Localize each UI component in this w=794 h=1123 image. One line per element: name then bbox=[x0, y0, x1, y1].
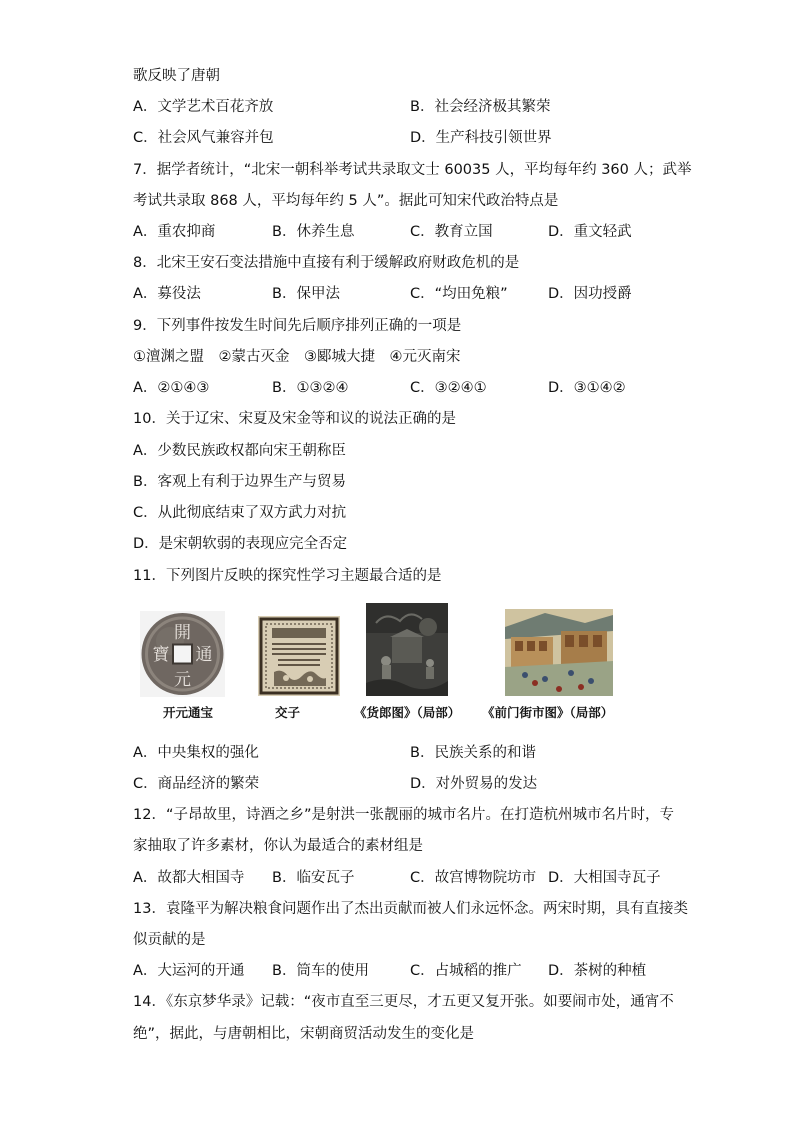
q8-option-a: A．募役法 bbox=[133, 286, 201, 302]
coin-char-top: 開 bbox=[174, 623, 191, 643]
q6-option-a: A．文学艺术百花齐放 bbox=[133, 99, 274, 115]
q12-option-a: A．故都大相国寺 bbox=[133, 870, 245, 886]
q7-option-d: D．重文轻武 bbox=[548, 224, 632, 240]
q8-option-d: D．因功授爵 bbox=[548, 286, 632, 302]
jiaozi-image bbox=[258, 616, 340, 696]
q7-option-c: C．教育立国 bbox=[410, 224, 493, 240]
coin-char-left: 寶 bbox=[152, 645, 170, 665]
huolang-painting-image bbox=[366, 603, 448, 696]
q10-stem: 10．关于辽宋、宋夏及宋金等和议的说法正确的是 bbox=[133, 411, 456, 427]
q13-option-b: B．筒车的使用 bbox=[272, 963, 369, 979]
q13-stem-line2: 似贡献的是 bbox=[133, 932, 206, 948]
q9-option-a: A．②①④③ bbox=[133, 380, 210, 396]
caption-qianmen-market: 《前门街市图》（局部） bbox=[482, 705, 614, 720]
q6-stem-tail: 歌反映了唐朝 bbox=[133, 68, 220, 84]
q7-option-a: A．重农抑商 bbox=[133, 224, 216, 240]
q10-option-d: D．是宋朝软弱的表现应完全否定 bbox=[133, 536, 348, 552]
q11-option-a: A．中央集权的强化 bbox=[133, 745, 259, 761]
q13-stem-line1: 13．袁隆平为解决粮食问题作出了杰出贡献而被人们永远怀念。两宋时期，具有直接类 bbox=[133, 901, 688, 917]
caption-kaiyuan-coin: 开元通宝 bbox=[163, 705, 214, 720]
q13-option-c: C．占城稻的推广 bbox=[410, 963, 522, 979]
q12-option-b: B．临安瓦子 bbox=[272, 870, 355, 886]
q6-option-c: C．社会风气兼容并包 bbox=[133, 130, 274, 146]
q8-option-b: B．保甲法 bbox=[272, 286, 340, 302]
q7-stem-line1: 7．据学者统计，“北宋一朝科举考试共录取文士 60035 人，平均每年约 360 人；武举 bbox=[133, 162, 692, 178]
q7-option-b: B．休养生息 bbox=[272, 224, 355, 240]
q6-option-b: B．社会经济极其繁荣 bbox=[410, 99, 551, 115]
caption-huolang-painting: 《货郎图》（局部） bbox=[354, 705, 461, 720]
q8-option-c: C．“均田免粮” bbox=[410, 286, 508, 302]
caption-jiaozi: 交子 bbox=[275, 705, 301, 720]
q8-stem: 8．北宋王安石变法措施中直接有利于缓解政府财政危机的是 bbox=[133, 255, 520, 271]
q9-option-c: C．③②④① bbox=[410, 380, 487, 396]
q7-stem-line2: 考试共录取 868 人，平均每年约 5 人”。据此可知宋代政治特点是 bbox=[133, 193, 559, 209]
coin-char-bottom: 元 bbox=[174, 670, 191, 690]
q14-stem-line2: 绝”，据此，与唐朝相比，宋朝商贸活动发生的变化是 bbox=[133, 1026, 475, 1042]
kaiyuan-coin-image bbox=[140, 611, 225, 697]
q11-stem: 11．下列图片反映的探究性学习主题最合适的是 bbox=[133, 568, 442, 584]
q11-option-b: B．民族关系的和谐 bbox=[410, 745, 536, 761]
q13-option-a: A．大运河的开通 bbox=[133, 963, 245, 979]
q11-option-c: C．商品经济的繁荣 bbox=[133, 776, 260, 792]
q9-option-b: B．①③②④ bbox=[272, 380, 349, 396]
coin-char-right: 通 bbox=[195, 645, 213, 665]
q12-stem-line2: 家抽取了许多素材，你认为最适合的素材组是 bbox=[133, 838, 423, 854]
q12-option-d: D．大相国寺瓦子 bbox=[548, 870, 661, 886]
qianmen-market-image bbox=[505, 609, 613, 696]
q13-option-d: D．茶树的种植 bbox=[548, 963, 647, 979]
q10-option-c: C．从此彻底结束了双方武力对抗 bbox=[133, 505, 347, 521]
q12-option-c: C．故宫博物院坊市 bbox=[410, 870, 537, 886]
q10-option-b: B．客观上有利于边界生产与贸易 bbox=[133, 474, 346, 490]
q14-stem-line1: 14．《东京梦华录》记载：“夜市直至三更尽，才五更又复开张。如要闹市处，通宵不 bbox=[133, 994, 674, 1010]
q11-option-d: D．对外贸易的发达 bbox=[410, 776, 538, 792]
q9-events: ①澶渊之盟 ②蒙古灭金 ③郾城大捷 ④元灭南宋 bbox=[133, 349, 461, 365]
q6-option-d: D．生产科技引领世界 bbox=[410, 130, 552, 146]
q10-option-a: A．少数民族政权都向宋王朝称臣 bbox=[133, 443, 346, 459]
q9-stem: 9．下列事件按发生时间先后顺序排列正确的一项是 bbox=[133, 318, 462, 334]
q12-stem-line1: 12．“子昂故里，诗酒之乡”是射洪一张靓丽的城市名片。在打造杭州城市名片时，专 bbox=[133, 807, 674, 823]
q9-option-d: D．③①④② bbox=[548, 380, 626, 396]
